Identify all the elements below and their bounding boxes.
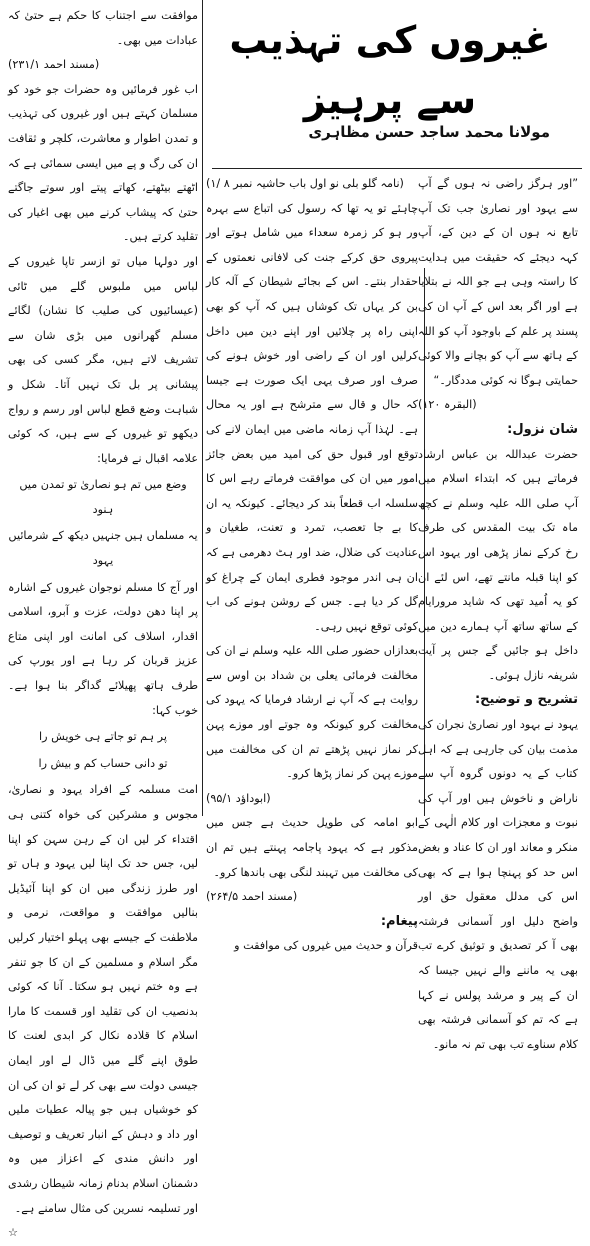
- paragraph: چاہئے تو یہ تھا کہ رسول کی اتباع سے بہرہ ور ہو کر زمرہ سعداء میں شامل ہوتے اور پیروی حق کرکے جنت کی لافانی نعمتوں کے حقدار بنتے۔ اس کے بجائے شیطان کے آلہ کار بن کر یہاں تک کوشاں ہیں کہ آپ کو بھی اپنی راہ پر چلائیں اور اپنے دین میں داخل کرلیں اور ان کے راضی اور خوش ہونے کی صرف اور صرف یہی ایک صورت ہے جیسا کہ حال و قال سے مترشح ہے اور یہ محال ہے۔ لہٰذا آپ زمانہ ماضی میں ایمان لانے کی توقع اور قبول حق کی امید میں بعض جائز امور میں ان کی موافقت فرماتے رہے اس کا سلسلہ اب قطعاً بند کر دیجائے۔ کیونکہ یہ ان کا بے جا تعصب، تمرد و تعنت، طغیان و عنادیت کی ضلال، ضد اور ہٹ دھرمی ہے کہ ان ہی اندر موجود فطری ایمان کے چراغ کو گل کر دیا ہے۔ جس کے روشن ہونے کی اب کوئی توقع نہیں رہی۔: [206, 201, 418, 633]
- section-heading: پیغام:: [380, 913, 418, 929]
- column-left: [8, 4, 198, 1246]
- column-right: [418, 172, 578, 1057]
- end-stars-icon: ☆: [8, 1226, 19, 1240]
- column-divider-left: [202, 0, 203, 816]
- paragraph: موافقت سے اجتناب کا حکم ہے حتیٰ کہ عبادات میں بھی۔: [8, 9, 198, 47]
- section-heading: تشریح و توضیح:: [474, 692, 578, 708]
- paragraph: قرآن و حدیث میں غیروں کی موافقت و: [234, 939, 418, 953]
- article-title: غیروں کی تہذیب سے پرہیز: [229, 18, 551, 122]
- paragraph: ابو امامہ کی طویل حدیث ہے جس میں مذکور ہے کہ یہود پاجامہ پہنتے ہیں تم ان کی مخالفت میں تہبند لنگی بھی باندھا کرو۔: [206, 816, 418, 879]
- citation: (مسند احمد ۲۶۴/۵): [206, 890, 298, 904]
- verse-line: وضع میں تم ہو نصاریٰ تو تمدن میں ہنود: [19, 478, 187, 516]
- paragraph: اور دولہا میاں تو ازسر تاپا غیروں کے لباس میں ملبوس گلے میں ٹائی (عیسائیوں کی صلیب کا نشان) لگائے مسلم گھرانوں میں بڑی شان سے تشریف لاتے ہیں، مگر کسی کی بھی پیشانی پر بل تک نہیں آتا۔ شکل و شباہت وضع قطع لباس اور رسم و رواج دیکھو تو غیروں کے سے ہیں، کہ کوئی علامہ اقبال نے فرمایا:: [8, 254, 198, 465]
- verse-line: تو دانی حساب کم و بیش را: [38, 756, 168, 770]
- citation: (البقرہ ۱۲۰): [418, 398, 477, 412]
- paragraph: بعدازاں حضور صلی اللہ علیہ وسلم نے ان کی مخالفت فرمائی یعلی بن شداد بن اوس سے روایت ہے کہ آپ نے ارشاد فرمایا کہ یہود کی مخالفت کرو کیونکہ وہ جوتے اور موزے پہن کر نماز نہیں پڑھتے تم ان کی مخالفت میں موزے پہن کر نماز پڑھا کرو۔: [206, 644, 418, 781]
- article-author: مولانا محمد ساجد حسن مظاہری: [308, 123, 550, 141]
- paragraph: یہود نے بہود اور نصاریٰ نجران کی مذمت بیان کی جارہی ہے کہ اہل کتاب کے یہ دونوں گروہ آپ سے ناراض و ناخوش ہیں اور آپ کی نبوت و معجزات اور کلام الٰہی کے منکر و معاند اور ان کا عناد و بغض اس حد کو پہنچا ہوا ہے کہ بھی اس کی مدلل معقول حق اور واضح دلیل اور آسمانی فرشتہ بھی آ کر تصدیق و توثیق کرے تب بھی یہ ماننے والے نہیں جیسا کہ ان کے پیر و مرشد پولس نے کہا ہے کہ تم کو آسمانی فرشتہ بھی کلام سناوے تب بھی تم نہ مانو۔: [418, 718, 578, 1051]
- paragraph: اب غور فرمائیں وہ حضرات جو خود کو مسلمان کہتے ہیں اور غیروں کی تہذیب و تمدن اطوار و معاشرت، کلچر و ثقافت ان کی رگ و پے میں ایسی سمائی ہے کہ اٹھتے بیٹھتے، کھاتے پیتے اور سوتے جاگتے حتیٰ کہ پیشاب کرنے میں بھی اغیار کی تقلید کرتے ہیں۔: [8, 82, 198, 244]
- title-rule: [212, 168, 582, 169]
- citation: (ابوداؤد ۹۵/۱): [206, 791, 271, 805]
- section-heading: شان نزول:: [507, 421, 578, 437]
- paragraph: حضرت عبداللہ بن عباس ارشاد فرماتے ہیں کہ ابتداء اسلام میں آپ صلی اللہ علیہ وسلم نے کچھ ماہ تک بیت المقدس کی طرف رخ کرکے نماز پڑھی اور یہود اس کو اپنا قبلہ مانتے تھے، اس لئے ان کو یہ اُمید تھی کہ شاید مرورایام کے ساتھ ساتھ آپ ہمارے دین میں داخل ہو جائیں گے جس پر آیت شریفہ نازل ہوئی۔: [418, 447, 578, 682]
- verse-line: پر ہم تو جاتے ہی خویش را: [39, 730, 167, 744]
- quran-translation: ”اور ہرگز راضی نہ ہوں گے آپ سے یہود اور نصاریٰ جب تک آپ تابع نہ ہوں ان کے دین کے، آپ کہہ دیجئے کہ حقیقت میں ہدایت کا راستہ وہی ہے جو اللہ نے بتلایا ہے اور اگر بعد اس کے آپ ان کی پسند پر علم کے باوجود آپ کو اللہ کے ہاتھ سے آپ کو بچانے والا کوئی حمایتی ہوگا نہ کوئی مددگار۔“: [418, 177, 578, 387]
- paragraph: امت مسلمہ کے افراد یہود و نصاریٰ، مجوس و مشرکین کی خواہ کتنی ہی اقتداء کر لیں ان کے رہن سہن کو اپنا لیں، جس حد تک اپنا لیں یہود و ہاں تو اور طرز زندگی میں ان کو اپنا آئیڈیل بنالیں موافقت و مواقعت، نرمی و ملاطفت کے جیسے بھی پہلو اختیار کرلیں مگر اسلام و مسلمین کے ان کا جو تنفر ہے وہ ختم نہیں ہو سکتا۔ آنا کہ کوئی بدنصیب ان کی تقلید اور قسمت کا مارا اسلام کا قلادہ نکال کر ابدی لعنت کا طوق اپنے گلے میں ڈال لے اور ایمان جیسی دولت سے بھی کر لے تو ان کی ان کو خوشیاں ہیں جو پیالہ عطیات ملیں اور داد و دہش کے انبار تعریف و توصیف اور دانش مندی کے اعزاز میں وہ دشمنان اسلام بدنام زمانہ شیطان رشدی اور تسلیمہ نسرین کی مثال سامنے ہے۔: [8, 783, 198, 1215]
- column-middle: [206, 172, 418, 959]
- verse-line: یہ مسلماں ہیں جنہیں دیکھ کے شرمائیں یہود: [8, 529, 198, 568]
- citation: (مسند احمد ۲۳۱/۱): [8, 58, 100, 72]
- citation: (نامہ گلو بلی نو اول باب حاشیہ نمبر ۸ /۱): [206, 177, 404, 190]
- paragraph: اور آج کا مسلم نوجوان غیروں کے اشارہ پر اپنا دھن دولت، عزت و آبرو، اسلامی اقدار، اسلاف کی امانت اور اپنی متاع عزیز قربان کر رہا ہے اور یورپ کی طرف ہاتھ پھیلائے گداگر بنا ہوا ہے۔ خوب کہا:: [8, 580, 198, 717]
